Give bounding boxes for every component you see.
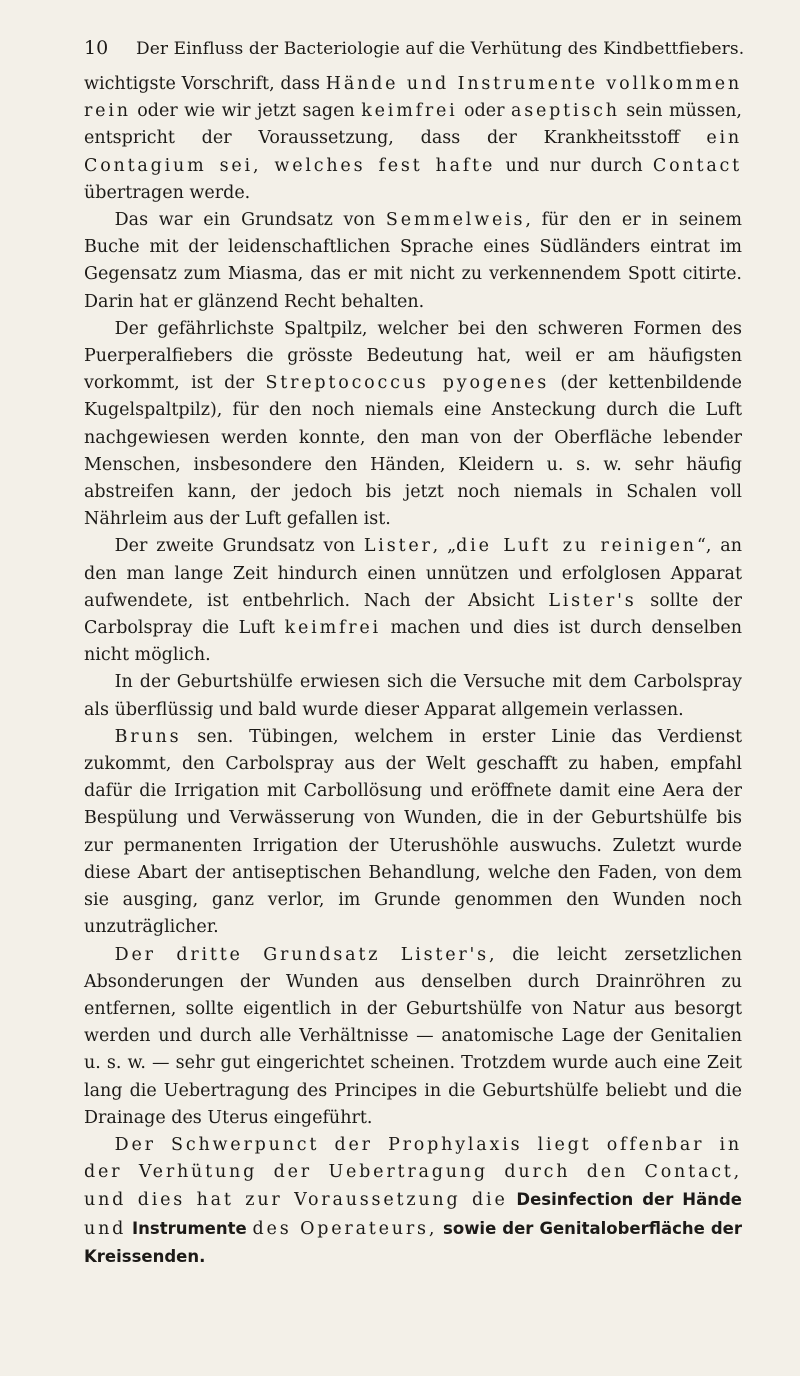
paragraph-1: [84, 71, 742, 207]
body-text: [84, 71, 742, 1271]
paragraph-6: [84, 724, 742, 942]
spaced-emphasis: ein Contagium sei, welches fest hafte: [84, 128, 742, 176]
text-run: , für den er in seinem Buche mit der leidenschaftlichen Sprache eines Südländers eintrat im Gegensatz zum Miasma, das er mit nicht zu verkennendem Spott citirte. Darin hat er glänzend Recht behalten.: [84, 210, 742, 312]
text-run: , „: [432, 536, 457, 557]
paragraph-2: [84, 207, 742, 316]
text-run: oder wie wir jetzt sagen: [130, 101, 362, 122]
paragraph-8: [84, 1132, 742, 1271]
text-run: Das war ein Grundsatz von: [114, 210, 386, 231]
paragraph-5: [84, 669, 742, 723]
text-run: und nur durch: [495, 155, 653, 176]
paragraph-4: [84, 533, 742, 669]
page-number: 10: [84, 37, 109, 59]
text-run: In der Geburtshülfe erwiesen sich die Versuche mit dem Carbolspray als überflüssig und bald wurde dieser Apparat allgemein verlassen.: [84, 672, 742, 720]
spaced-emphasis: des Operateurs,: [252, 1218, 438, 1239]
bold-emphasis: Instrumente: [132, 1218, 247, 1238]
spaced-emphasis: Der dritte Grundsatz Lister's: [114, 944, 489, 965]
bold-emphasis: Desinfection der Hände: [516, 1190, 742, 1210]
text-run: übertragen werde.: [84, 182, 251, 203]
text-run: sen. Tübingen, welchem in erster Linie das Verdienst zukommt, den Carbolspray aus der Welt geschafft zu haben, empfahl dafür die Irrigation mit Carbollösung und eröffnete damit eine Aera der Bespülung und Verwässerung von Wunden, die in der Geburtshülfe bis zur permanenten Irrigation der Uterushöhle auswuchs. Zuletzt wurde diese Abart der antiseptischen Behandlung, welche den Faden, von dem sie ausging, ganz verlor, im Grunde genommen den Wunden noch unzuträglicher.: [84, 726, 742, 938]
spaced-emphasis: Bruns: [114, 726, 182, 747]
spaced-emphasis: Contact: [652, 155, 742, 176]
spaced-emphasis: aseptisch: [510, 101, 620, 122]
text-run: sein müssen, entspricht der Voraussetzung, dass der Krankheitsstoff: [84, 101, 742, 149]
text-run: , die leicht zersetzlichen Absonderungen der Wunden aus denselben durch Drainröhren zu entfernen, sollte eigentlich in der Geburtshülfe von Natur aus besorgt werden und durch alle Verhältnisse — anatomische Lage der Genitalien u. s. w. — sehr gut eingerichtet scheinen. Trotzdem wurde auch eine Zeit lang die Uebertragung des Principes in die Geburtshülfe beliebt und die Drainage des Uterus eingeführt.: [84, 944, 742, 1128]
text-run: sollte der Carbolspray die Luft: [84, 590, 742, 639]
spaced-emphasis: keimfrei: [361, 101, 458, 122]
spaced-emphasis: keimfrei: [284, 618, 381, 639]
spaced-emphasis: und: [84, 1218, 127, 1239]
text-run: machen und dies ist durch denselben nicht möglich.: [84, 618, 742, 666]
paragraph-7: [84, 942, 742, 1132]
running-head: [84, 36, 745, 61]
paragraph-3: [84, 316, 742, 534]
text-run: oder: [457, 101, 511, 122]
text-run: Der gefährlichste Spaltpilz, welcher bei den schweren Formen des Puerperalfiebers die grösste Bedeutung hat, weil er am häufigsten vorkommt, ist der: [84, 318, 742, 394]
spaced-emphasis: Semmelweis: [385, 210, 526, 231]
spaced-emphasis: Der Schwerpunct der Prophylaxis liegt offenbar in der Verhütung der Uebertragung durch den Contact, und dies hat zur Voraussetzung die: [84, 1134, 742, 1211]
spaced-emphasis: Hände und Instrumente vollkommen rein: [84, 74, 743, 122]
bold-emphasis: sowie der Genitaloberfläche der Kreissenden.: [84, 1218, 742, 1266]
running-title: Der Einfluss der Bacteriologie auf die Verhütung des Kindbettfiebers.: [136, 39, 745, 59]
text-run: “, an den man lange Zeit hindurch einen unnützen und erfolglosen Apparat aufwendete, ist entbehrlich. Nach der Absicht: [84, 536, 742, 611]
spaced-emphasis: Lister's: [548, 590, 637, 611]
spaced-emphasis: Streptococcus pyogenes: [265, 373, 549, 394]
spaced-emphasis: die Luft zu reinigen: [456, 536, 697, 557]
text-run: wichtigste Vorschrift, dass: [84, 74, 326, 94]
text-run: (der kettenbildende Kugelspaltpilz), für den noch niemals eine Ansteckung durch die Luft nachgewiesen werden konnte, den man von der Oberfläche lebender Menschen, insbesondere den Händen, Kleidern u. s. w. sehr häufig abstreifen kann, der jedoch bis jetzt noch niemals in Schalen voll Nährleim aus der Luft gefallen ist.: [84, 373, 742, 530]
text-run: Der zweite Grundsatz von: [114, 536, 364, 557]
spaced-emphasis: Lister: [363, 536, 433, 557]
